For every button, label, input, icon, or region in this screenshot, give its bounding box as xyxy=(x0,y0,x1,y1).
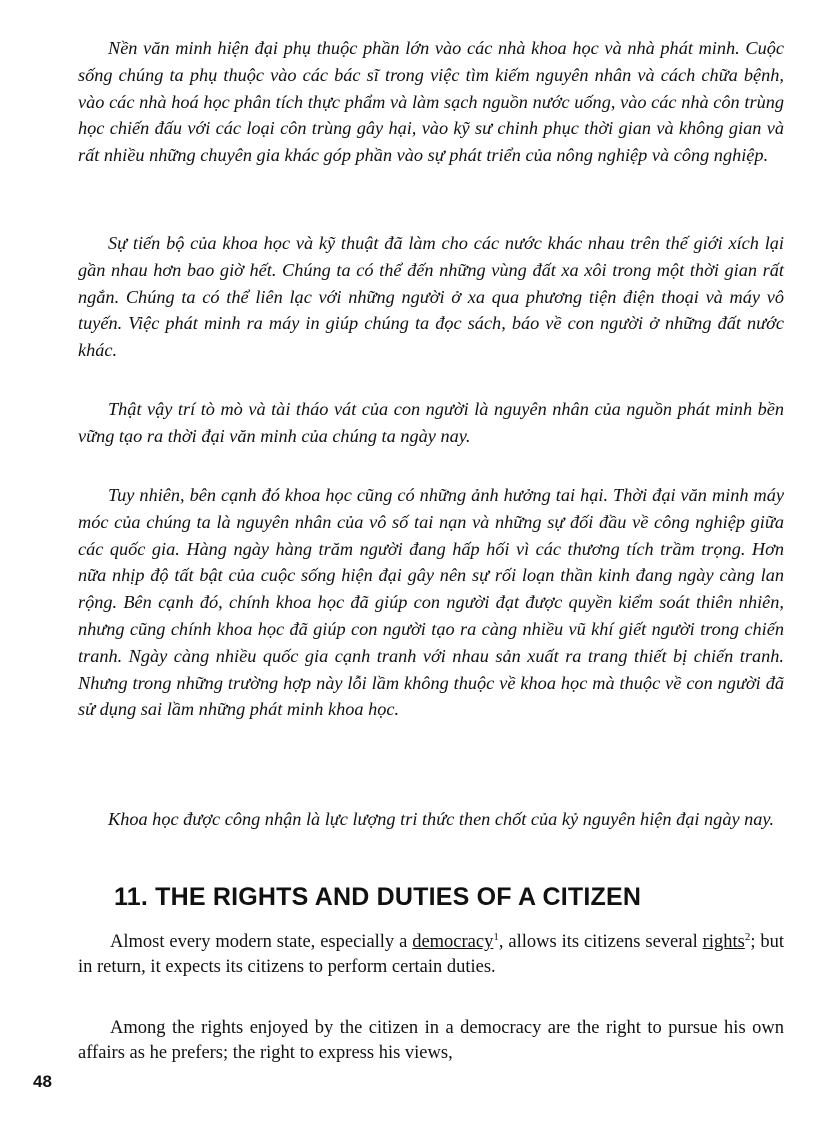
footnote-marker: 2 xyxy=(744,930,751,943)
vi-paragraph-1: Nền văn minh hiện đại phụ thuộc phần lớn vào các nhà khoa học và nhà phát minh. Cuộc sống chúng ta phụ thuộc vào các bác sĩ trong việc tìm kiếm nguyên nhân và cách chữa bệnh, vào các nhà hoá học phân tích thực phẩm và làm sạch nguồn nước uống, vào các nhà côn trùng học chiến đấu với các loại côn trùng gây hại, vào kỹ sư chinh phục thời gian và không gian và rất nhiều những chuyên gia khác góp phần vào sự phát triển của nông nghiệp và công nghiệp. xyxy=(78,38,784,166)
vi-paragraph-4: Tuy nhiên, bên cạnh đó khoa học cũng có những ảnh hưởng tai hại. Thời đại văn minh máy móc của chúng ta là nguyên nhân của vô số tai nạn và những sự đối đầu về công nghiệp giữa các quốc gia. Hàng ngày hàng trăm người đang hấp hối vì các thương tích trầm trọng. Hơn nữa nhịp độ tất bật của cuộc sống hiện đại gây nên sự rối loạn thần kinh đang ngày càng lan rộng. Bên cạnh đó, chính khoa học đã giúp con người đạt được quyền kiểm soát thiên nhiên, nhưng cũng chính khoa học đã giúp con người tạo ra càng nhiều vũ khí giết người trong chiến tranh. Ngày càng nhiều quốc gia cạnh tranh với nhau sản xuất ra trang thiết bị chiến tranh. Nhưng trong những trường hợp này lỗi lầm không thuộc về khoa học mà thuộc về con người đã sử dụng sai lầm những phát minh khoa học. xyxy=(78,485,784,720)
footnote-marker: 1 xyxy=(493,930,499,943)
vocab-term-rights: rights xyxy=(702,932,745,952)
en-text: , allows its citizens several xyxy=(498,932,703,952)
en-paragraph-1 xyxy=(78,930,784,980)
en-text: Almost every modern state, especially a xyxy=(110,932,413,952)
page-number: 48 xyxy=(33,1072,52,1091)
vocab-term-democracy: democracy xyxy=(412,932,494,952)
section-heading: 11. THE RIGHTS AND DUTIES OF A CITIZEN xyxy=(114,883,642,911)
vi-paragraph-3: Thật vậy trí tò mò và tài tháo vát của con người là nguyên nhân của nguồn phát minh bền vững tạo ra thời đại văn minh của chúng ta ngày nay. xyxy=(78,399,784,446)
en-text: ; but in return, it expects its citizens to perform certain duties. xyxy=(78,932,784,977)
en-paragraph-2: Among the rights enjoyed by the citizen in a democracy are the right to pursue his own affairs as he prefers; the right to express his views, xyxy=(78,1018,784,1063)
vi-paragraph-5: Khoa học được công nhận là lực lượng tri thức then chốt của kỷ nguyên hiện đại ngày nay. xyxy=(108,809,775,829)
vi-paragraph-2: Sự tiến bộ của khoa học và kỹ thuật đã làm cho các nước khác nhau trên thế giới xích lại gần nhau hơn bao giờ hết. Chúng ta có thể đến những vùng đất xa xôi trong một thời gian rất ngắn. Chúng ta có thể liên lạc với những người ở xa qua phương tiện điện thoại và máy vô tuyến. Việc phát minh ra máy in giúp chúng ta đọc sách, báo về con người ở những đất nước khác. xyxy=(78,233,784,361)
